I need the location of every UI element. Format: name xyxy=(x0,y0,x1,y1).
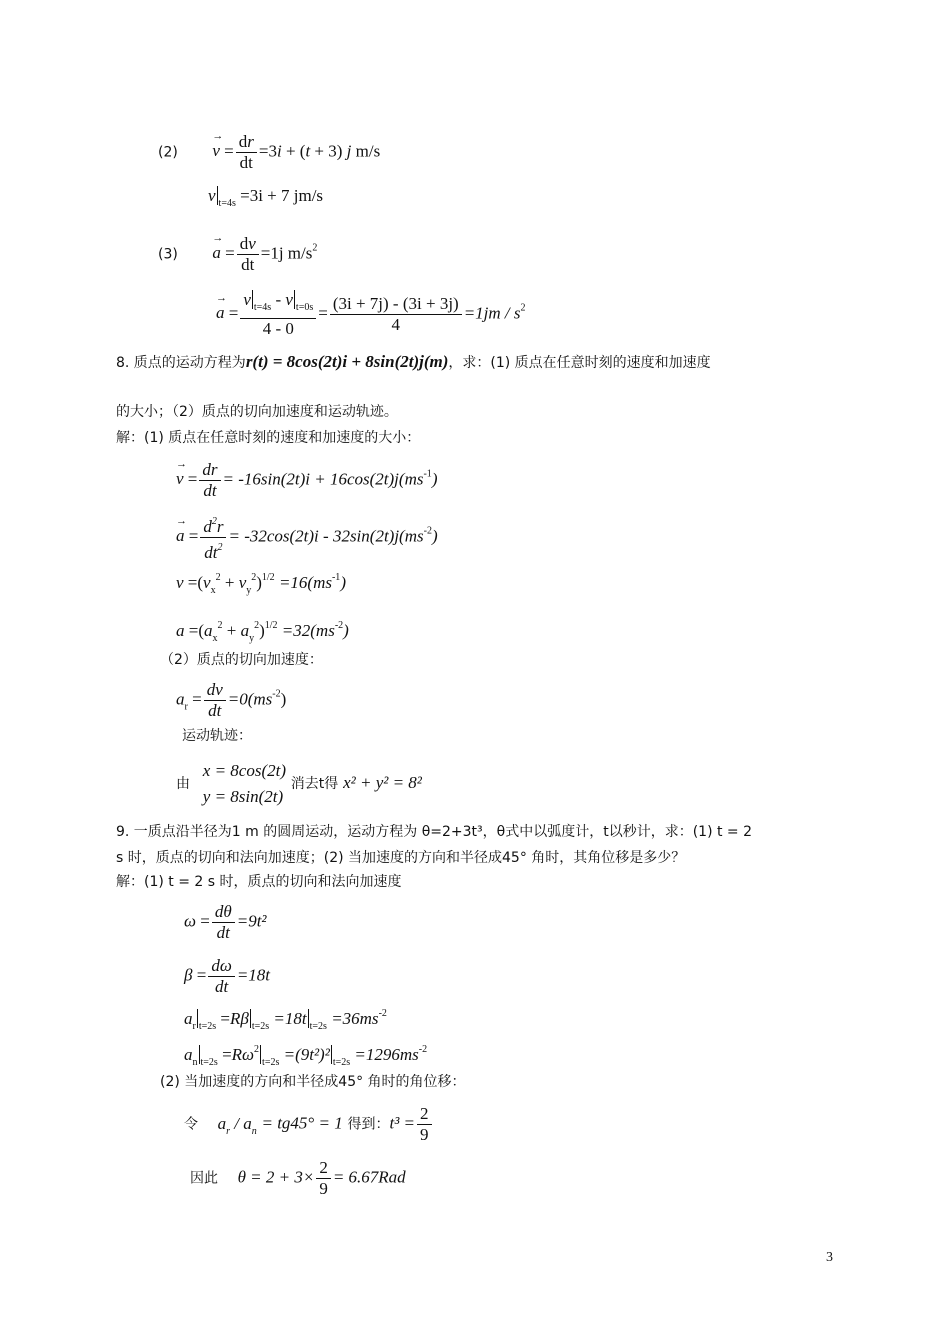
eq-p8-tangential: $a_r$ = $\frac{dv}{dt}$ $=0(ms^{-2})$ xyxy=(176,680,287,720)
problem-9-statement: 9. 一质点沿半径为1 m 的圆周运动，运动方程为 θ=2+3t³，θ式中以弧度计，t以秒计，求：(1) t = 2 xyxy=(116,824,753,840)
eq-p9-beta: β = $\frac{d\omega}{dt}$ =18t xyxy=(184,956,271,996)
problem-9-solution-heading: 解：(1) t = 2 s 时，质点的切向和法向加速度 xyxy=(116,874,402,890)
eq-p8-speed: $v =(v_x^2 + v_y^2)^{1/2} =16(ms^{-1})$ xyxy=(176,572,346,596)
p8-part2-heading: （2）质点的切向加速度： xyxy=(160,652,323,668)
eq-p9-condition: 令 $a_r / a_n = tg45^\circ = 1$ 得到：t³ = $\frac{2}{9}$ xyxy=(184,1104,434,1145)
problem-9-statement-line2: s 时，质点的切向和法向加速度；(2) 当加速度的方向和半径成45° 角时，其角位移是多少？ xyxy=(116,850,686,866)
eq-p8-trajectory: 由 x = 8cos(2t) y = 8sin(2t) 消去t得 x² + y² = 8² xyxy=(176,761,422,806)
eq-p8-acceleration: → a = $\frac{d^2r}{dt^2}$ = $-32\cos(2t)i - 32\sin(2t)j(ms^{-2})$ xyxy=(176,512,438,563)
eq-p9-theta: 因此 θ = 2 + 3× $\frac{2}{9}$ = 6.67Rad xyxy=(190,1158,406,1198)
eq-acceleration: (3) → a = $\frac{dv}{dt}$ =1j $m/s^2$ xyxy=(158,234,317,275)
eq-p8-acc-magnitude: $a =(a_x^2 + a_y^2)^{1/2} =32(ms^{-2})$ xyxy=(176,620,349,644)
problem-8-solution-heading: 解：(1) 质点在任意时刻的速度和加速度的大小： xyxy=(116,430,421,446)
eq-p9-omega: ω = $\frac{d\theta}{dt}$ =9t² xyxy=(184,902,267,942)
eq-p9-tangential: $a_r$ $_{t=2s}$ =Rβ $_{t=2s}$ =18t $_{t=2s} =36ms^{-2}$ xyxy=(184,1008,387,1032)
eq-p8-velocity: → v = $\frac{dr}{dt}$ = $-16\sin(2t)i + 16\cos(2t)j(ms^{-1})$ xyxy=(176,460,437,501)
eq-average-acceleration: → a = $\frac{v _{t=4s} - v _{t=0s}}{4 - 0}$ = $\frac{(3i + 7j) - (3i + 3j)}{4}$ $=1jm / s^2$ xyxy=(216,290,526,339)
page-number: 3 xyxy=(826,1250,833,1265)
p8-trajectory-heading: 运动轨迹： xyxy=(182,728,252,744)
problem-8-statement: 8. 质点的运动方程为r(t) = 8cos(2t)i + 8sin(2t)j(m)，求：(1) 质点在任意时刻的速度和加速度 xyxy=(116,352,711,371)
eq-velocity: (2) → v = $\frac{dr}{dt}$ =3i + (t + 3) j m/s xyxy=(158,132,380,173)
p9-part2-heading: (2) 当加速度的方向和半径成45° 角时的角位移： xyxy=(160,1074,466,1090)
problem-8-statement-line2: 的大小；（2）质点的切向加速度和运动轨迹。 xyxy=(116,404,398,420)
eq-p9-normal: $a_n$ $_{t=2s} =R\omega^2_{t=2s} =(9t^2)^2$ $_{t=2s} =1296ms^{-2}$ xyxy=(184,1044,428,1068)
eq-velocity-at-t4: v $_{t=4s}$ =3i + 7 jm/s xyxy=(208,186,324,209)
